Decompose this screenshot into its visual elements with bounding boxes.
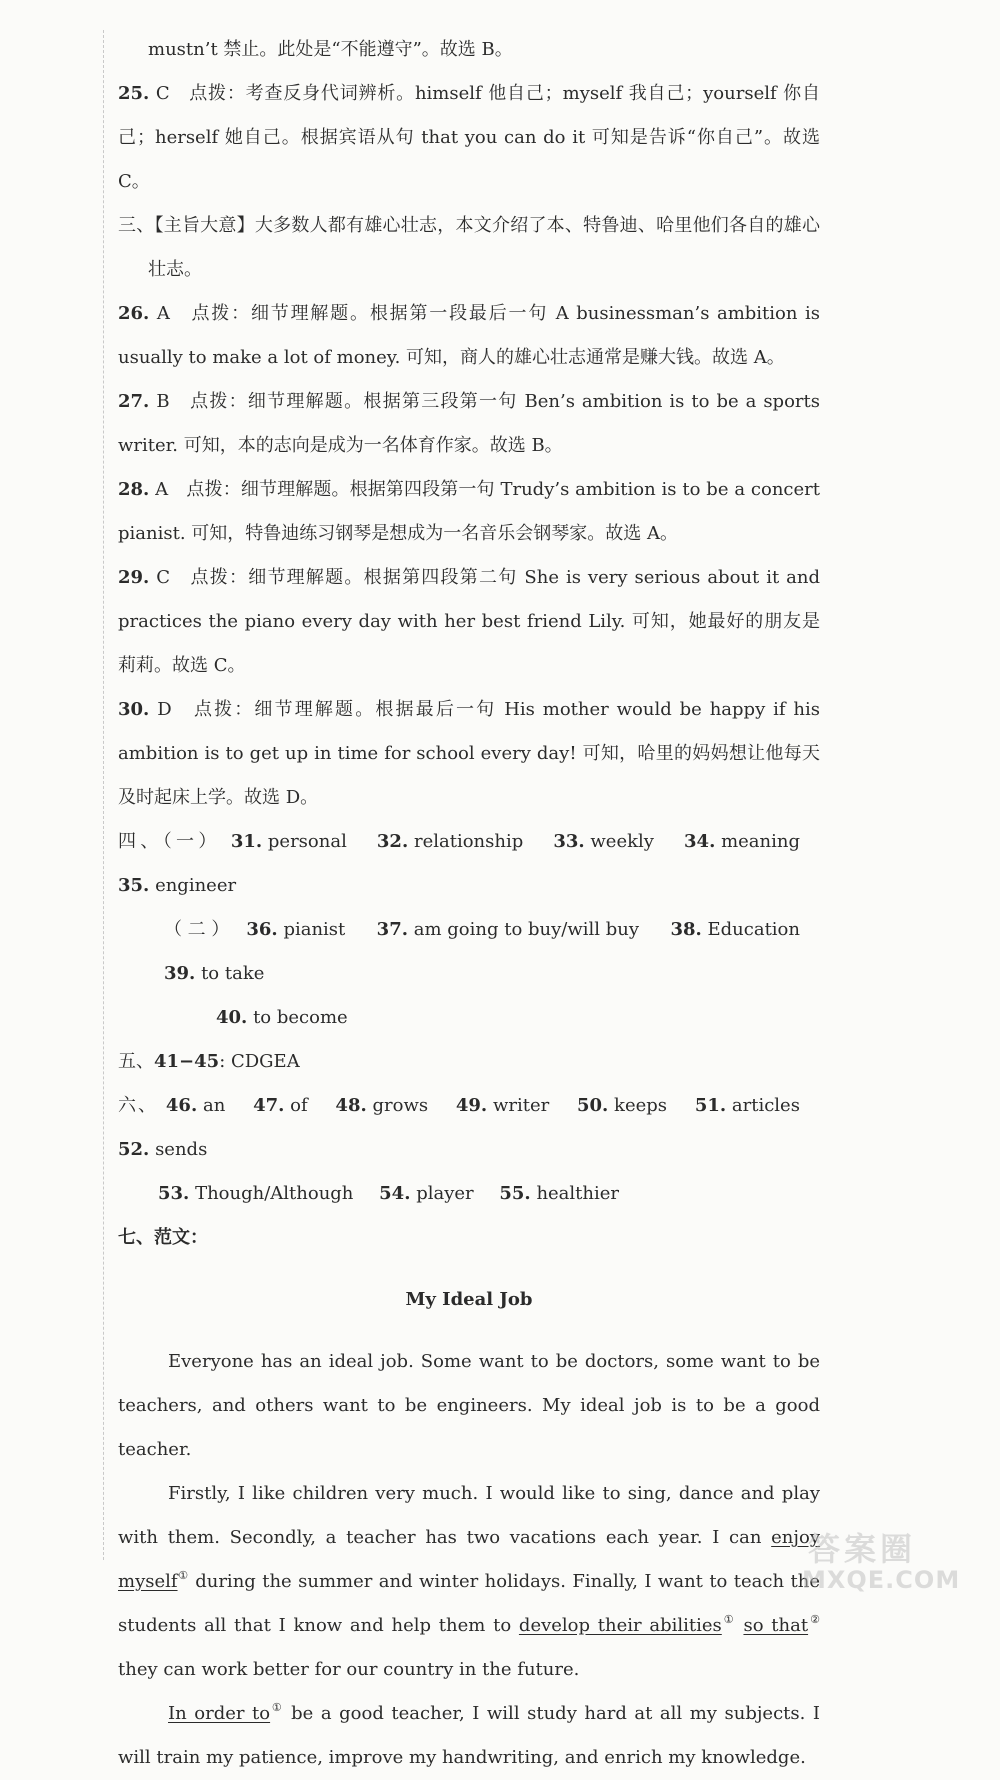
section-4-sub-label: （二） bbox=[164, 919, 235, 940]
section-6-label: 六、 bbox=[118, 1095, 159, 1116]
answer-page bbox=[118, 28, 820, 1780]
watermark-logo bbox=[802, 1522, 972, 1594]
fill-answer: 40. to become bbox=[216, 1007, 348, 1028]
essay-title: My Ideal Job bbox=[405, 1289, 533, 1310]
fill-answer: 48. grows bbox=[335, 1095, 429, 1116]
fill-answer: 47. of bbox=[253, 1095, 308, 1116]
fill-answer: 52. sends bbox=[118, 1139, 208, 1160]
fill-answer: 32. relationship bbox=[376, 831, 524, 852]
section-6-row1 bbox=[118, 1084, 820, 1172]
line-q24-tail: mustn’t 禁止。此处是“不能遵守”。故选 B。 bbox=[148, 39, 513, 60]
fill-answer: 39. to take bbox=[164, 963, 265, 984]
fill-answer: 34. meaning bbox=[684, 831, 800, 852]
section-4-row3 bbox=[118, 996, 820, 1040]
answer-q29: 29. C 点拨：细节理解题。根据第四段第二句 She is very serious about it and practices the piano every day with her best friend Lily. 可知，她最好的朋友是莉莉。故选 C。 bbox=[118, 567, 820, 676]
section-7-label: 七、范文： bbox=[118, 1227, 208, 1248]
q25-text: C 点拨：考查反身代词辨析。himself 他自己；myself 我自己；yourself 你自己；herself 她自己。根据宾语从句 that you can do it 可知是告诉“你自己”。故选 C。 bbox=[118, 83, 820, 192]
answer-q30: 30. D 点拨：细节理解题。根据最后一句 His mother would be happy if his ambition is to get up in time for school every day! 可知，哈里的妈妈想让他每天及时起床上学。故选 D。 bbox=[118, 699, 820, 808]
fill-answer: 35. engineer bbox=[118, 875, 237, 896]
fill-answer: 33. weekly bbox=[553, 831, 654, 852]
essay-paragraph-3: In order to① be a good teacher, I will study hard at all my subjects. I will train my patience, improve my handwriting, and enrich my knowledge. bbox=[118, 1701, 821, 1768]
essay-paragraph-1: Everyone has an ideal job. Some want to be doctors, some want to be teachers, and others want to be engineers. My ideal job is to be a good teacher. bbox=[118, 1351, 820, 1460]
section-4-row1 bbox=[118, 820, 820, 908]
note-marker: ① bbox=[721, 1613, 736, 1626]
section-3-summary: 三、【主旨大意】大多数人都有雄心壮志，本文介绍了本、特鲁迪、哈里他们各自的雄心壮志。 bbox=[118, 215, 820, 280]
note-marker: ① bbox=[177, 1569, 189, 1582]
underlined-phrase: enjoy myself bbox=[118, 1527, 820, 1592]
underlined-phrase: so that bbox=[743, 1615, 809, 1636]
underlined-phrase: develop their abilities bbox=[518, 1615, 722, 1636]
note-marker: ① bbox=[270, 1701, 284, 1714]
answer-q26: 26. A 点拨：细节理解题。根据第一段最后一句 A businessman’s ambition is usually to make a lot of money. 可知，商人的雄心壮志通常是赚大钱。故选 A。 bbox=[118, 303, 820, 368]
fill-answer: 51. articles bbox=[694, 1095, 800, 1116]
fill-answer: 55. healthier bbox=[499, 1183, 620, 1204]
fill-answer: 31. personal bbox=[230, 831, 347, 852]
answer-q28: 28. A 点拨：细节理解题。根据第四段第一句 Trudy’s ambition is to be a concert pianist. 可知，特鲁迪练习钢琴是想成为一名音乐会钢琴家。故选 A。 bbox=[118, 479, 820, 544]
fill-answer: 38. Education bbox=[670, 919, 800, 940]
answer-q27: 27. B 点拨：细节理解题。根据第三段第一句 Ben’s ambition is to be a sports writer. 可知，本的志向是成为一名体育作家。故选 B。 bbox=[118, 391, 820, 456]
fill-answer: 37. am going to buy/will buy bbox=[376, 919, 640, 940]
section-6-row2 bbox=[118, 1172, 820, 1216]
section-5: 五、41−45: CDGEA bbox=[118, 1051, 300, 1072]
watermark-url: MXQE.COM bbox=[802, 1566, 961, 1594]
essay-paragraph-2: Firstly, I like children very much. I would like to sing, dance and play with them. Secondly, a teacher has two vacations each year. I can enjoy myself① during the summer and winter holidays. Finally, I want to teach the students all that I know and help them to develop their abilities① so that② they can work better for our country in the future. bbox=[118, 1483, 820, 1680]
fill-answer: 50. keeps bbox=[576, 1095, 668, 1116]
q25-number: 25. bbox=[118, 83, 150, 104]
note-marker: ② bbox=[808, 1613, 820, 1626]
fill-answer: 46. an bbox=[165, 1095, 226, 1116]
watermark-logo-text: 答案圈 bbox=[808, 1530, 917, 1568]
answer-q25 bbox=[118, 72, 820, 204]
section-4-label: 四、（一） bbox=[118, 831, 221, 852]
margin-line bbox=[103, 30, 104, 1560]
fill-answer: 49. writer bbox=[455, 1095, 550, 1116]
section-4-row2 bbox=[118, 908, 820, 996]
fill-answer: 36. pianist bbox=[246, 919, 346, 940]
fill-answer: 53. Though/Although bbox=[158, 1183, 354, 1204]
underlined-phrase: In order to bbox=[168, 1703, 271, 1724]
fill-answer: 54. player bbox=[379, 1183, 474, 1204]
